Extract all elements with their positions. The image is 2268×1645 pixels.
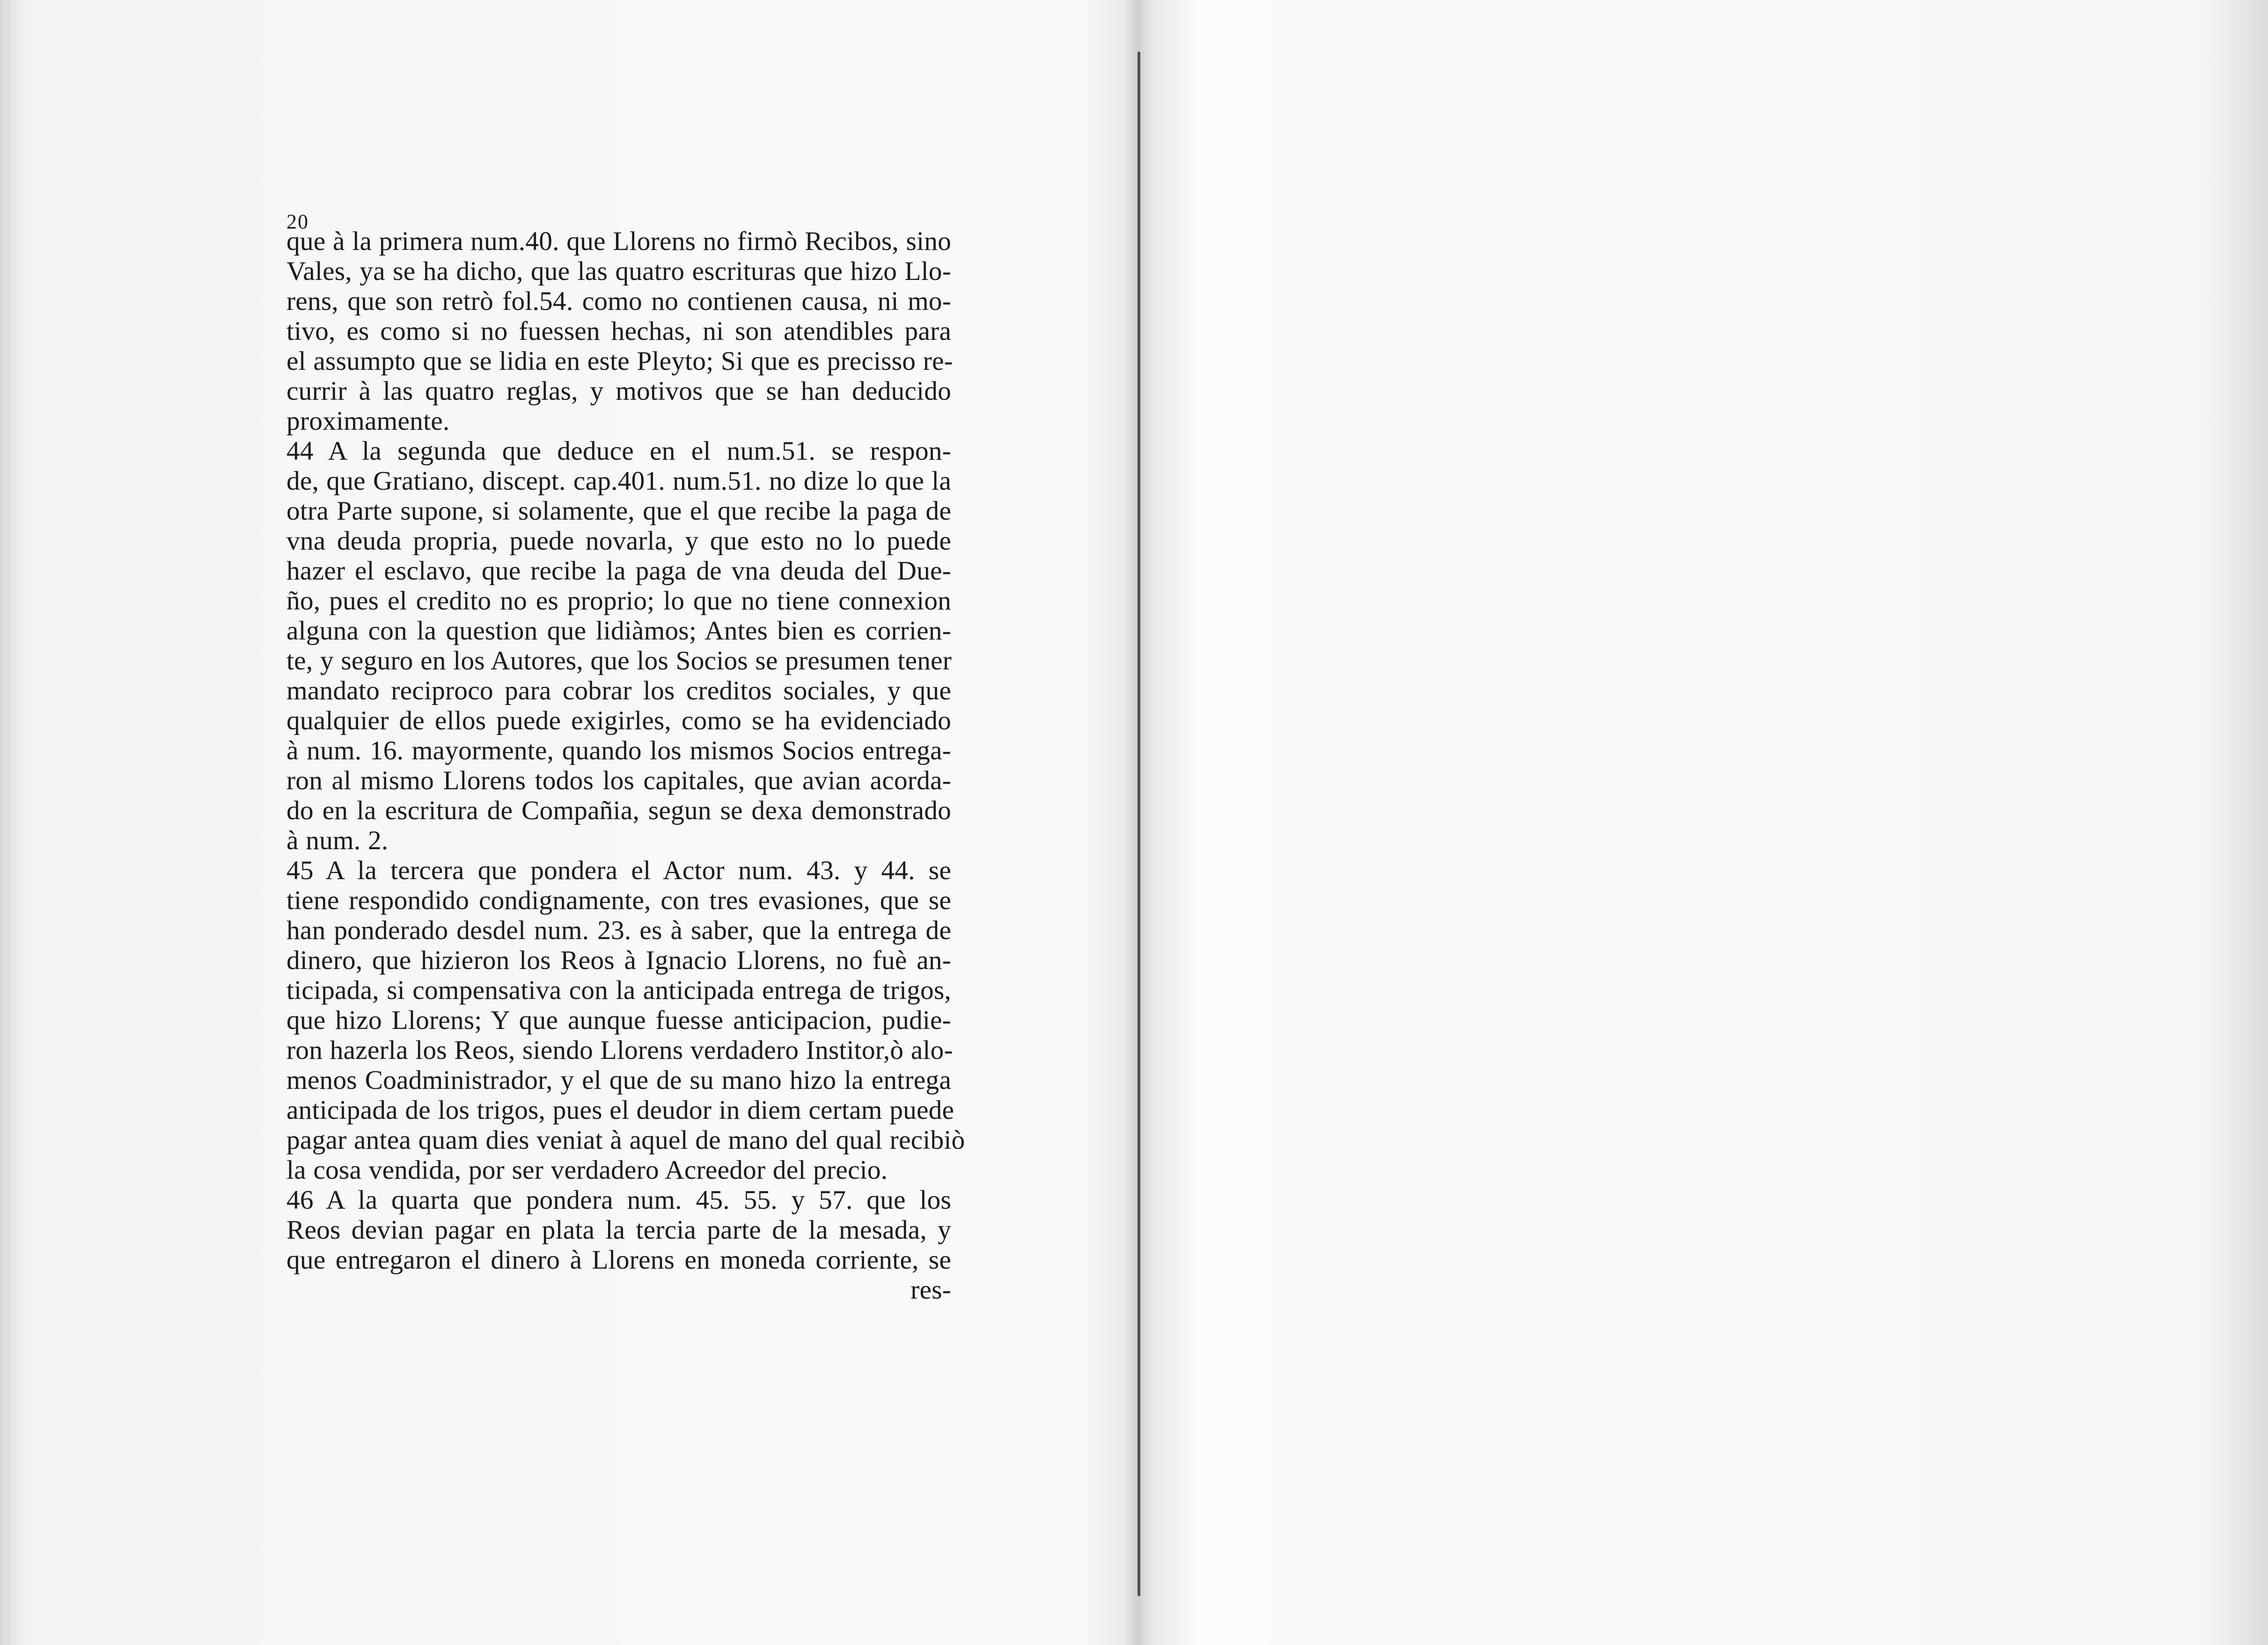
left-page-line: de, que Gratiano, discept. cap.401. num.51. no dize lo que la [286,466,951,496]
left-page-line: mandato reciproco para cobrar los creditos sociales, y que [286,676,951,705]
right-page [1140,0,2268,1645]
left-page-line: han ponderado desdel num. 23. es à saber, que la entrega de [286,916,951,945]
left-page-line: pagar antea quam dies veniat à aquel de mano del qual recibiò [286,1125,965,1155]
left-page-line: ño, pues el credito no es proprio; lo que no tiene connexion [286,586,951,616]
left-page-line: qualquier de ellos puede exigirles, como se ha evidenciado [286,706,951,735]
left-page-line: hazer el esclavo, que recibe la paga de vna deuda del Due- [286,556,951,586]
left-page-line: tivo, es como si no fuessen hechas, ni son atendibles para [286,316,951,346]
left-page-line: proximamente. [286,406,450,436]
left-page-line: alguna con la question que lidiàmos; Antes bien es corrien- [286,616,951,646]
left-page-line: ron al mismo Llorens todos los capitales, que avian acorda- [286,766,951,795]
left-page-line: à num. 16. mayormente, quando los mismos Socios entrega- [286,736,951,765]
left-page-line: rens, que son retrò fol.54. como no contienen causa, ni mo- [286,286,951,316]
left-page-line: do en la escritura de Compañia, segun se dexa demonstrado [286,796,951,825]
left-page-line: otra Parte supone, si solamente, que el que recibe la paga de [286,496,951,526]
left-page-line: que entregaron el dinero à Llorens en moneda corriente, se [286,1245,951,1275]
left-page-line: res- [910,1275,951,1305]
left-page-line: que hizo Llorens; Y que aunque fuesse anticipacion, pudie- [286,1006,951,1035]
left-page-line: 45 A la tercera que pondera el Actor num. 43. y 44. se [286,856,951,885]
left-page-line: ron hazerla los Reos, siendo Llorens verdadero Institor,ò alo- [286,1035,953,1065]
left-page-line: à num. 2. [286,826,389,855]
left-page-line: currir à las quatro reglas, y motivos que se han deducido [286,376,951,406]
left-page-line: Vales, ya se ha dicho, que las quatro escrituras que hizo Llo- [286,257,951,286]
page-number-left: 20 [286,210,309,233]
left-page-line: tiene respondido condignamente, con tres evasiones, que se [286,886,951,915]
left-page-line: ticipada, si compensativa con la anticipada entrega de trigos, [286,976,951,1005]
left-page-line: vna deuda propria, puede novarla, y que esto no lo puede [286,526,951,556]
left-page-line: menos Coadministrador, y el que de su mano hizo la entrega [286,1065,951,1095]
left-page-line: te, y seguro en los Autores, que los Socios se presumen tener [286,646,952,676]
left-page-line: Reos devian pagar en plata la tercia parte de la mesada, y [286,1215,951,1245]
left-page-line: 46 A la quarta que pondera num. 45. 55. y 57. que los [286,1185,951,1215]
left-page-line: dinero, que hizieron los Reos à Ignacio Llorens, no fuè an- [286,946,951,975]
left-page-text [286,227,965,1305]
left-page-line: anticipada de los trigos, pues el deudor in diem certam puede [286,1095,954,1125]
left-page-line: la cosa vendida, por ser verdadero Acreedor del precio. [286,1155,888,1185]
left-page-line: el assumpto que se lidia en este Pleyto; Si que es precisso re- [286,346,953,376]
left-page-line: que à la primera num.40. que Llorens no firmò Recibos, sino [286,227,951,256]
left-page-line: 44 A la segunda que deduce en el num.51. se respon- [286,436,951,466]
